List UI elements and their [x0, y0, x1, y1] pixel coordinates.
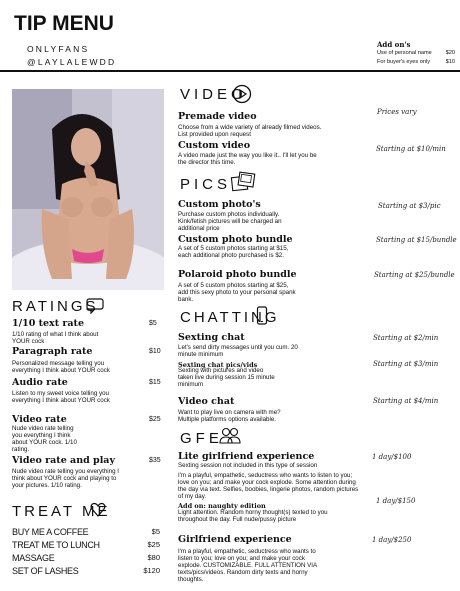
treat-row — [12, 527, 162, 537]
rating-price: $15 — [149, 379, 161, 386]
rating-title: Audio rate — [12, 377, 68, 388]
addon-row-1 — [377, 50, 455, 56]
rating-desc: Nude video rate telling you everything I think about YOUR cock. 1/10 rating. — [12, 425, 77, 453]
rating-desc: Personalized message telling you everything I think about YOUR cock — [12, 360, 110, 374]
addon-price: $20 — [445, 50, 455, 56]
play-icon — [232, 84, 252, 104]
chat-desc: Sexting with pictures and video taken live during session 15 minute minimum — [178, 367, 275, 388]
treat-label: TREAT ME TO LUNCH — [12, 540, 100, 550]
pics-title: Custom photo's — [178, 199, 261, 210]
treat-label: SET OF LASHES — [12, 566, 79, 576]
page-title: TIP MENU — [14, 12, 114, 35]
chat-price: Starting at $3/min — [373, 360, 439, 368]
chat-price: Starting at $4/min — [373, 397, 439, 405]
addons-title: Add on's — [377, 40, 411, 49]
pics-title: Polaroid photo bundle — [178, 269, 297, 280]
model-photo — [12, 89, 164, 290]
addon-price: $10 — [445, 59, 455, 65]
addon-label: Use of personal name — [377, 50, 432, 56]
video-title: Premade video — [178, 111, 257, 122]
video-title: Custom video — [178, 140, 251, 151]
gfe-desc: Sexting session not included in this type of session — [178, 462, 318, 469]
treat-price: $80 — [147, 553, 160, 562]
gfe-price: 1 day/$150 — [376, 497, 416, 505]
rating-desc: Nude video rate telling you everything I think about YOUR cock and playing to your pictures. 1/10 rating. — [12, 468, 119, 489]
ratings-heading: RATINGS — [12, 298, 99, 315]
chat-price: Starting at $2/min — [373, 334, 439, 342]
phone-icon — [256, 306, 268, 326]
treat-label: BUY ME A COFFEE — [12, 527, 89, 537]
gfe-title: Girlfriend experience — [178, 534, 292, 545]
chat-title: Video chat — [178, 396, 235, 407]
video-heading: VIDEO — [180, 86, 247, 103]
pics-desc: A set of 5 custom photos starting at $15, each additional photo purchased is $2. — [178, 245, 289, 259]
rating-title: Video rate — [12, 414, 67, 425]
treat-row — [12, 540, 162, 550]
video-price: Prices vary — [377, 108, 417, 116]
gfe-desc: I'm a playful, empathetic, seductress who wants to listen to you; love on you; and make your cock explode. Some attention during the day via text. Selfies, boobies, lingerie photos, random pictures of my day. — [178, 472, 359, 500]
people-icon — [219, 427, 241, 445]
pics-title: Custom photo bundle — [178, 234, 293, 245]
video-desc: Choose from a wide variety of already filmed videos. List provided upon request — [178, 124, 322, 138]
rating-price: $25 — [149, 416, 161, 423]
speech-bubble-icon — [86, 298, 104, 314]
video-price: Starting at $10/min — [376, 145, 446, 153]
pics-heading: PICS — [180, 176, 232, 193]
treat-row — [12, 566, 162, 576]
pics-desc: A set of 5 custom photos starting at $25, add this sexy photo to your personal spank bank. — [178, 282, 296, 303]
heart-icon — [90, 502, 106, 517]
pics-price: Starting at $15/bundle — [376, 236, 457, 244]
chat-desc: Let's send dirty messages until you cum. 20 minute minimum — [178, 344, 298, 358]
gfe-price: 1 day/$250 — [372, 536, 412, 544]
rating-price: $10 — [149, 348, 161, 355]
treat-price: $5 — [151, 527, 160, 536]
rating-title: Paragraph rate — [12, 346, 93, 357]
header-divider — [0, 70, 460, 72]
rating-price: $35 — [149, 457, 161, 464]
handle-line-1: ONLYFANS — [27, 44, 90, 54]
pics-price: Starting at $25/bundle — [374, 271, 455, 279]
rating-title: Video rate and play — [12, 455, 115, 466]
treat-label: MASSAGE — [12, 553, 55, 563]
rating-desc: 1/10 rating of what I think about YOUR cock — [12, 331, 99, 345]
video-desc: A video made just the way you like it.. I'll let you be the director this time. — [178, 152, 317, 166]
photos-icon — [230, 171, 256, 193]
chat-title: Sexting chat pics/vids — [178, 361, 258, 369]
treat-price: $120 — [143, 566, 160, 575]
rating-desc: Listen to my sweet voice telling you everything I think about YOUR cock — [12, 390, 110, 404]
chatting-heading: CHATTING — [180, 309, 280, 326]
pics-desc: Purchase custom photos individually. Kink/fetish pictures will be charged an additional price — [178, 211, 282, 232]
pics-price: Starting at $3/pic — [378, 202, 441, 210]
gfe-price: 1 day/$100 — [372, 453, 412, 461]
gfe-title: Add on: naughty edition — [178, 502, 266, 510]
gfe-title: Lite girlfriend experience — [178, 451, 315, 462]
rating-title: 1/10 text rate — [12, 318, 84, 329]
rating-price: $5 — [149, 320, 157, 327]
treat-heading: TREAT ME — [12, 503, 111, 520]
treat-price: $25 — [147, 540, 160, 549]
treat-row — [12, 553, 162, 563]
gfe-desc: I'm a playful, empathetic, seductress who wants to listen to you; love on you; and make your cock explode. CUSTOMIZABLE. FULL ATTENTION VIA texts/pics/videos. Random dirty texts and horny thoughts. — [178, 548, 317, 583]
chat-title: Sexting chat — [178, 332, 245, 343]
gfe-heading: GFE — [180, 430, 223, 447]
handle-line-2: @LAYLALEWDD — [27, 57, 117, 67]
addon-row-2 — [377, 59, 455, 65]
gfe-desc: Light attention. Random horny thought(s) texted to you throughout the day. Full nude/pussy picture — [178, 509, 328, 523]
addon-label: For buyer's eyes only — [377, 59, 430, 65]
chat-desc: Want to play live on camera with me? Multiple platforms options available. — [178, 409, 281, 423]
photo-illustration — [12, 89, 164, 290]
